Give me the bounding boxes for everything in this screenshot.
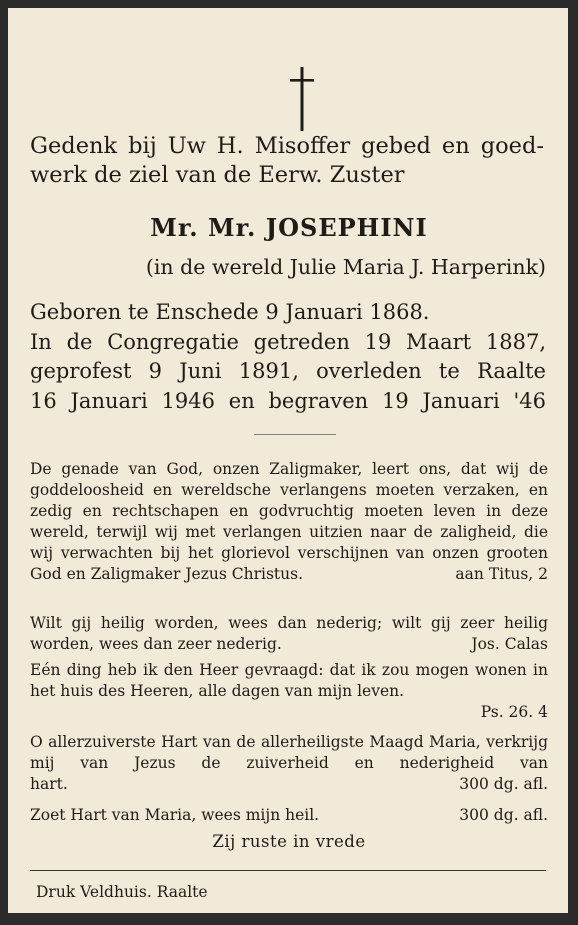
intro-line: Gedenk bij Uw H. Misoffer gebed en goed-	[30, 133, 544, 159]
divider	[254, 434, 336, 435]
bio-line: geprofest 9 Juni 1891, overleden te Raalte	[30, 359, 546, 383]
prayer-last-line	[30, 774, 548, 795]
prayer-text-end: hart.	[30, 775, 68, 793]
prayer-heart-mary	[30, 732, 548, 795]
verse-titus	[30, 459, 548, 585]
printer-credit: Druk Veldhuis. Raalte	[36, 883, 208, 901]
intro-line: werk de ziel van de Eerw. Zuster	[30, 162, 405, 188]
biography	[30, 298, 546, 416]
prayer-sweet-heart	[30, 805, 548, 826]
indulgence: 300 dg. afl.	[459, 775, 548, 793]
bottom-divider	[30, 870, 546, 871]
verse-calas	[30, 613, 548, 655]
prayer-text: Zoet Hart van Maria, wees mijn heil.	[30, 806, 320, 824]
verse-source: Jos. Calas	[471, 635, 548, 653]
bio-line: In de Congregatie getreden 19 Maart 1887,	[30, 329, 546, 354]
verse-text: Wilt gij heilig worden, wees dan nederig; wilt gij zeer heilig worden, wees dan zeer nederig.	[30, 614, 548, 653]
prayer-text: O allerzuiverste Hart van de allerheiligste Maagd Maria, verkrijg mij van Jezus de zuiverheid en nederigheid van	[30, 733, 548, 772]
cross-icon	[284, 63, 320, 135]
verse-psalm	[30, 660, 548, 723]
verse-source: Ps. 26. 4	[480, 703, 548, 721]
closing-line: Zij ruste in vrede	[212, 832, 366, 851]
worldly-name: (in de wereld Julie Maria J. Harperink)	[145, 255, 546, 279]
deceased-name: Mr. Mr. JOSEPHINI	[150, 213, 428, 242]
verse-source: aan Titus, 2	[455, 565, 548, 583]
bio-line: 16 Januari 1946 en begraven 19 Januari '46	[30, 388, 546, 413]
intro-text	[30, 132, 544, 190]
verse-text: Eén ding heb ik den Heer gevraagd: dat ik zou mogen wonen in het huis des Heeren, alle dagen van mijn leven.	[30, 661, 548, 700]
verse-text: De genade van God, onzen Zaligmaker, leert ons, dat wij de goddeloosheid en wereldsche verlangens moeten verzaken, en zedig en rechtschapen en godvruchtig moeten leven in deze wereld, terwijl wij met verlangen uitzien naar de zaligheid, die wij verwachten bij het glorievol verschijnen van onzen grooten God en Zaligmaker Jezus Christus.	[30, 460, 548, 583]
bio-line: Geboren te Enschede 9 Januari 1868.	[30, 300, 430, 324]
indulgence: 300 dg. afl.	[459, 806, 548, 824]
